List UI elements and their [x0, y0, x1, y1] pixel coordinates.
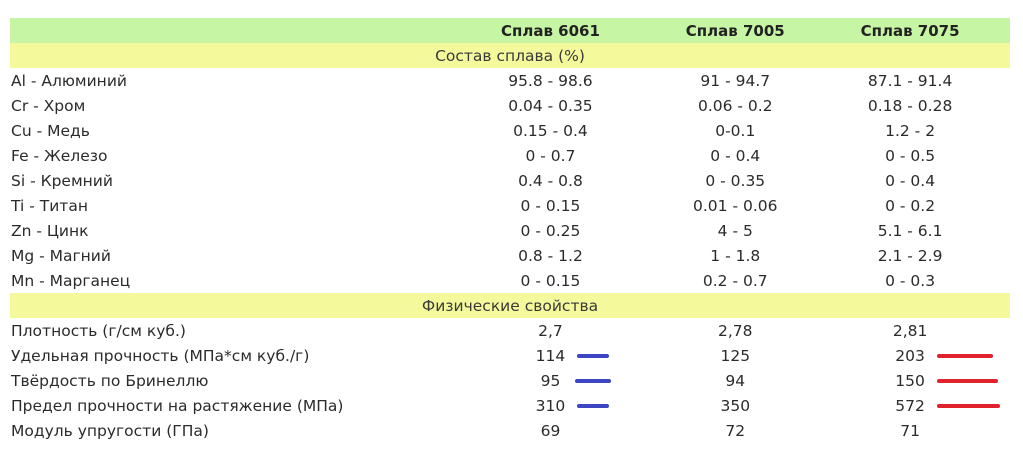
table-row [10, 118, 1010, 143]
header-alloy-6061: Сплав 6061 [500, 21, 600, 40]
section-physical-properties: Физические свойства [10, 293, 1010, 318]
value-6061: 0.04 - 0.35 [508, 96, 593, 115]
row-label: Удельная прочность (МПа*см куб./г) [11, 346, 310, 365]
row-label: Si - Кремний [11, 171, 113, 190]
table-row [10, 268, 1010, 293]
row-label: Предел прочности на растяжение (МПа) [11, 396, 344, 415]
value-7005: 94 [725, 371, 746, 390]
value-7075-cell [810, 347, 1010, 365]
table-header-row [10, 18, 1010, 43]
value-6061: 0.8 - 1.2 [518, 246, 583, 265]
value-7005: 0 - 0.35 [705, 171, 766, 190]
value-6061: 0.15 - 0.4 [513, 121, 588, 140]
alloy-comparison-table [10, 18, 1010, 443]
row-label: Твёрдость по Бринеллю [11, 371, 209, 390]
row-label: Al - Алюминий [11, 71, 127, 90]
value-7075: 71 [900, 421, 920, 440]
row-label: Fe - Железо [11, 146, 108, 165]
value-7075: 0 - 0.2 [885, 196, 936, 215]
row-label: Cr - Хром [11, 96, 86, 115]
value-7005: 0-0.1 [715, 121, 756, 140]
row-label: Модуль упругости (ГПа) [11, 421, 209, 440]
row-label: Zn - Цинк [11, 221, 89, 240]
value-7075-cell [810, 372, 1010, 390]
value-7005: 91 - 94.7 [700, 71, 771, 90]
table-row [10, 168, 1010, 193]
table-row [10, 218, 1010, 243]
high-value-marker [937, 404, 1000, 408]
value-7075: 203 [895, 346, 925, 365]
value-6061: 69 [540, 421, 561, 440]
value-7005: 0.01 - 0.06 [693, 196, 778, 215]
value-7075: 2,81 [892, 321, 928, 340]
header-alloy-7005: Сплав 7005 [685, 21, 785, 40]
value-6061-cell [441, 347, 661, 365]
table-row [10, 393, 1010, 418]
value-7005: 2,78 [718, 321, 753, 340]
low-value-marker [575, 379, 611, 383]
value-6061: 0 - 0.15 [520, 271, 581, 290]
table-row [10, 318, 1010, 343]
low-value-marker [577, 404, 609, 408]
value-7005: 4 - 5 [717, 221, 753, 240]
value-7005: 0 - 0.4 [710, 146, 761, 165]
row-label: Плотность (г/см куб.) [11, 321, 186, 340]
row-label: Mn - Марганец [11, 271, 131, 290]
table-row [10, 68, 1010, 93]
table-row [10, 343, 1010, 368]
value-6061: 95 [540, 371, 561, 390]
value-7075: 0.18 - 0.28 [867, 96, 953, 115]
value-7075: 0 - 0.5 [885, 146, 936, 165]
section-composition: Состав сплава (%) [10, 43, 1010, 68]
value-7005: 0.2 - 0.7 [702, 271, 768, 290]
value-6061: 0 - 0.7 [525, 146, 576, 165]
header-alloy-7075: Сплав 7075 [860, 21, 960, 40]
value-6061: 0 - 0.25 [520, 221, 581, 240]
value-6061-cell [441, 397, 661, 415]
value-6061: 310 [535, 396, 566, 415]
row-label: Mg - Магний [11, 246, 111, 265]
value-7005: 0.06 - 0.2 [697, 96, 773, 115]
value-7075: 87.1 - 91.4 [867, 71, 953, 90]
value-6061-cell [441, 372, 661, 390]
value-7075: 150 [895, 371, 925, 390]
value-7005: 125 [720, 346, 751, 365]
high-value-marker [937, 379, 998, 383]
value-6061: 114 [535, 346, 566, 365]
row-label: Cu - Медь [11, 121, 90, 140]
value-7075: 0 - 0.3 [885, 271, 936, 290]
table-row [10, 418, 1010, 443]
low-value-marker [577, 354, 609, 358]
value-7075: 2.1 - 2.9 [877, 246, 943, 265]
value-6061: 2,7 [538, 321, 563, 340]
value-7075: 5.1 - 6.1 [877, 221, 943, 240]
table-row [10, 143, 1010, 168]
value-6061: 0 - 0.15 [520, 196, 581, 215]
high-value-marker [937, 354, 993, 358]
table-row [10, 93, 1010, 118]
value-7075: 0 - 0.4 [885, 171, 936, 190]
value-7075: 572 [895, 396, 925, 415]
table-row [10, 368, 1010, 393]
value-6061: 0.4 - 0.8 [518, 171, 583, 190]
value-6061: 95.8 - 98.6 [508, 71, 593, 90]
value-7005: 72 [725, 421, 746, 440]
value-7005: 1 - 1.8 [710, 246, 761, 265]
table-row [10, 243, 1010, 268]
value-7005: 350 [720, 396, 751, 415]
row-label: Ti - Титан [11, 196, 88, 215]
value-7075-cell [810, 397, 1010, 415]
value-7075: 1.2 - 2 [885, 121, 936, 140]
table-row [10, 193, 1010, 218]
